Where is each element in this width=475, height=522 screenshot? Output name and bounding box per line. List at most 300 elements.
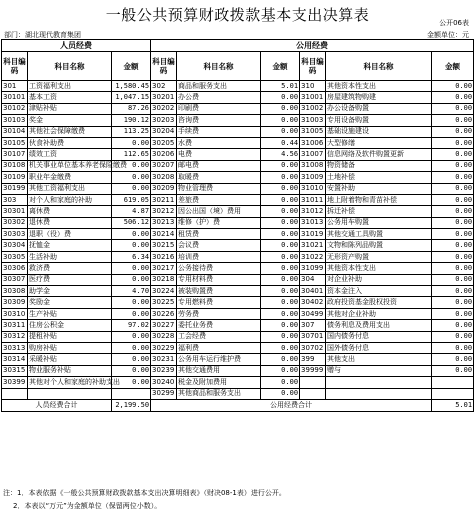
item-amount: 0.00	[432, 194, 474, 205]
item-code: 30299	[151, 388, 177, 399]
item-amount: 97.02	[112, 320, 151, 331]
item-amount: 112.65	[112, 149, 151, 160]
item-amount: 0.00	[112, 354, 151, 365]
item-code: 39999	[300, 365, 326, 376]
item-amount: 619.05	[112, 194, 151, 205]
item-code: 30224	[151, 286, 177, 297]
item-amount: 0.00	[112, 331, 151, 342]
item-amount: 0.00	[261, 240, 300, 251]
item-amount: 0.00	[261, 342, 300, 353]
table-row	[2, 297, 474, 308]
table-row	[2, 81, 474, 92]
item-code: 30103	[2, 115, 28, 126]
item-amount	[432, 377, 474, 388]
item-amount: 0.00	[261, 308, 300, 319]
item-code: 30311	[2, 320, 28, 331]
item-code: 310	[300, 81, 326, 92]
item-code: 31005	[300, 126, 326, 137]
item-name: 安置补助	[326, 183, 432, 194]
item-code: 307	[300, 320, 326, 331]
item-name: 抚恤金	[28, 240, 112, 251]
item-name: 债务利息及费用支出	[326, 320, 432, 331]
table-row	[2, 229, 474, 240]
item-name: 专用燃料费	[177, 297, 261, 308]
item-code: 30225	[151, 297, 177, 308]
table-row	[2, 286, 474, 297]
item-name	[28, 388, 112, 399]
item-name: 专用设备购置	[326, 115, 432, 126]
table-row	[2, 377, 474, 388]
item-name: 救济费	[28, 263, 112, 274]
item-name: 水费	[177, 137, 261, 148]
item-name	[326, 377, 432, 388]
table-row	[2, 308, 474, 319]
item-code: 30312	[2, 331, 28, 342]
item-amount: 0.00	[112, 160, 151, 171]
item-code: 31007	[300, 149, 326, 160]
item-amount: 0.00	[112, 377, 151, 388]
item-code: 30202	[151, 103, 177, 114]
item-name: 其他交通工具购置	[326, 229, 432, 240]
item-code: 30216	[151, 251, 177, 262]
personnel-total-label: 人员经费合计	[2, 399, 112, 411]
item-amount: 0.00	[261, 251, 300, 262]
item-amount: 0.00	[112, 229, 151, 240]
item-code: 302	[151, 81, 177, 92]
col-code-header: 科目编码	[2, 52, 28, 81]
item-name: 印刷费	[177, 103, 261, 114]
table-row	[2, 251, 474, 262]
item-code: 30226	[151, 308, 177, 319]
item-code: 301	[2, 81, 28, 92]
item-amount: 0.00	[432, 115, 474, 126]
item-name: 物资储备	[326, 160, 432, 171]
item-amount: 0.00	[261, 115, 300, 126]
item-code: 30302	[2, 217, 28, 228]
item-code: 30231	[151, 354, 177, 365]
item-name: 电费	[177, 149, 261, 160]
item-code: 31006	[300, 137, 326, 148]
table-row	[2, 115, 474, 126]
item-code: 31009	[300, 172, 326, 183]
item-code	[2, 388, 28, 399]
item-amount: 0.00	[432, 217, 474, 228]
item-code: 30107	[2, 149, 28, 160]
item-code: 31012	[300, 206, 326, 217]
item-amount: 0.00	[432, 206, 474, 217]
table-row	[2, 217, 474, 228]
item-amount: 0.00	[261, 217, 300, 228]
item-name: 离休费	[28, 206, 112, 217]
item-name: 大型修缮	[326, 137, 432, 148]
item-amount: 0.00	[261, 92, 300, 103]
item-name: 津贴补贴	[28, 103, 112, 114]
item-code: 30402	[300, 297, 326, 308]
item-name: 工资福利支出	[28, 81, 112, 92]
item-amount: 0.00	[432, 103, 474, 114]
item-code: 30306	[2, 263, 28, 274]
item-name: 基础设施建设	[326, 126, 432, 137]
item-name: 拆迁补偿	[326, 206, 432, 217]
footnotes	[3, 487, 286, 513]
item-name: 税金及附加费用	[177, 377, 261, 388]
page-title: 一般公共预算财政拨款基本支出决算表	[105, 6, 370, 24]
item-amount: 0.00	[432, 183, 474, 194]
item-code: 30308	[2, 286, 28, 297]
item-amount: 0.00	[261, 274, 300, 285]
item-code: 30108	[2, 160, 28, 171]
item-amount: 190.12	[112, 115, 151, 126]
item-code: 30102	[2, 103, 28, 114]
item-code: 31019	[300, 229, 326, 240]
item-name: 公务用车运行维护费	[177, 354, 261, 365]
item-code: 30309	[2, 297, 28, 308]
item-code: 30101	[2, 92, 28, 103]
item-name: 其他支出	[326, 354, 432, 365]
item-name: 差旅费	[177, 194, 261, 205]
table-row	[2, 172, 474, 183]
item-name: 维修（护）费	[177, 217, 261, 228]
item-name: 地上附着物和青苗补偿	[326, 194, 432, 205]
item-amount: 0.00	[432, 263, 474, 274]
item-code: 31003	[300, 115, 326, 126]
item-amount: 0.00	[432, 320, 474, 331]
item-code	[300, 377, 326, 388]
item-amount: 0.00	[112, 308, 151, 319]
item-amount: 0.00	[261, 229, 300, 240]
item-name: 机关事业单位基本养老保险缴费	[28, 160, 112, 171]
item-code: 31008	[300, 160, 326, 171]
item-name: 培训费	[177, 251, 261, 262]
item-amount: 0.00	[261, 331, 300, 342]
item-name: 委托业务费	[177, 320, 261, 331]
expenditure-table	[1, 39, 474, 412]
item-name: 其他工资福利支出	[28, 183, 112, 194]
item-code: 31021	[300, 240, 326, 251]
item-code: 30399	[2, 377, 28, 388]
col-code-header: 科目编码	[151, 52, 177, 81]
public-group-header: 公用经费	[151, 40, 474, 52]
item-name: 因公出国（境）费用	[177, 206, 261, 217]
item-amount: 4.70	[112, 286, 151, 297]
table-row	[2, 365, 474, 376]
item-name: 其他资本性支出	[326, 81, 432, 92]
item-name: 房屋建筑物购建	[326, 92, 432, 103]
item-code: 30307	[2, 274, 28, 285]
item-code: 30301	[2, 206, 28, 217]
item-amount: 1,580.45	[112, 81, 151, 92]
item-name: 资本金注入	[326, 286, 432, 297]
department-label: 部门：湖北现代教育集团	[4, 31, 81, 39]
table-row	[2, 194, 474, 205]
item-name: 信息网络及软件购置更新	[326, 149, 432, 160]
item-amount: 0.00	[261, 365, 300, 376]
col-code-header: 科目编码	[300, 52, 326, 81]
footnote: 2．本表以“万元”为金额单位（保留两位小数）。	[13, 502, 162, 510]
item-amount: 0.00	[112, 172, 151, 183]
item-name: 会议费	[177, 240, 261, 251]
item-amount: 0.00	[261, 126, 300, 137]
item-code: 30313	[2, 342, 28, 353]
item-amount: 0.00	[432, 286, 474, 297]
item-code: 30211	[151, 194, 177, 205]
item-amount	[112, 388, 151, 399]
item-code: 31010	[300, 183, 326, 194]
table-row	[2, 354, 474, 365]
item-code: 30310	[2, 308, 28, 319]
item-amount: 0.00	[432, 172, 474, 183]
item-amount: 0.00	[261, 194, 300, 205]
table-row	[2, 240, 474, 251]
item-amount: 87.26	[112, 103, 151, 114]
table-code: 公开06表	[439, 19, 469, 27]
item-name: 对个人和家庭的补助	[28, 194, 112, 205]
item-amount	[432, 388, 474, 399]
item-code: 31002	[300, 103, 326, 114]
item-name: 基本工资	[28, 92, 112, 103]
item-code: 30207	[151, 160, 177, 171]
item-name: 物业管理费	[177, 183, 261, 194]
item-amount: 4.87	[112, 206, 151, 217]
item-amount: 0.00	[261, 286, 300, 297]
item-code: 30104	[2, 126, 28, 137]
item-amount: 0.00	[432, 297, 474, 308]
item-amount: 0.00	[112, 240, 151, 251]
item-amount: 5.01	[261, 81, 300, 92]
item-name: 取暖费	[177, 172, 261, 183]
item-code: 30208	[151, 172, 177, 183]
item-name: 生产补贴	[28, 308, 112, 319]
item-code: 30218	[151, 274, 177, 285]
item-amount: 0.00	[432, 137, 474, 148]
item-amount: 0.00	[432, 126, 474, 137]
item-code: 31022	[300, 251, 326, 262]
item-amount: 0.00	[261, 103, 300, 114]
item-code: 31013	[300, 217, 326, 228]
table-row	[2, 103, 474, 114]
item-name: 手续费	[177, 126, 261, 137]
public-total-label: 公用经费合计	[151, 399, 432, 411]
item-name: 劳务费	[177, 308, 261, 319]
item-amount: 0.00	[112, 263, 151, 274]
item-code: 30206	[151, 149, 177, 160]
item-name: 赠与	[326, 365, 432, 376]
table-row	[2, 183, 474, 194]
item-name: 专用材料费	[177, 274, 261, 285]
item-amount: 0.00	[261, 377, 300, 388]
table-row	[2, 263, 474, 274]
item-amount: 0.00	[112, 297, 151, 308]
item-amount: 0.00	[432, 229, 474, 240]
item-name: 咨询费	[177, 115, 261, 126]
item-amount: 0.00	[261, 388, 300, 399]
item-name: 租赁费	[177, 229, 261, 240]
item-code: 31001	[300, 92, 326, 103]
item-name: 工会经费	[177, 331, 261, 342]
item-code: 30215	[151, 240, 177, 251]
item-name: 购房补贴	[28, 342, 112, 353]
item-name: 其他对个人和家庭的补助支出	[28, 377, 112, 388]
item-code: 30240	[151, 377, 177, 388]
table-row	[2, 137, 474, 148]
item-amount: 6.34	[112, 251, 151, 262]
table-row	[2, 331, 474, 342]
item-name: 福利费	[177, 342, 261, 353]
item-name: 国外债务付息	[326, 342, 432, 353]
item-name: 政府投资基金股权投资	[326, 297, 432, 308]
item-name: 国内债务付息	[326, 331, 432, 342]
table-row	[2, 320, 474, 331]
item-amount: 0.00	[112, 274, 151, 285]
table-row	[2, 206, 474, 217]
item-name: 其他商品和服务支出	[177, 388, 261, 399]
item-code: 30201	[151, 92, 177, 103]
item-amount: 0.00	[112, 365, 151, 376]
item-amount: 4.56	[261, 149, 300, 160]
table-row	[2, 388, 474, 399]
item-name: 职业年金缴费	[28, 172, 112, 183]
item-amount: 0.00	[261, 320, 300, 331]
personnel-total-amount: 2,199.50	[112, 399, 151, 411]
item-amount: 0.00	[432, 354, 474, 365]
item-code: 31011	[300, 194, 326, 205]
item-code: 30229	[151, 342, 177, 353]
item-name: 奖励金	[28, 297, 112, 308]
item-amount: 0.00	[432, 251, 474, 262]
item-code: 30303	[2, 229, 28, 240]
item-name: 住房公积金	[28, 320, 112, 331]
item-code: 30239	[151, 365, 177, 376]
item-amount: 0.00	[112, 342, 151, 353]
item-amount: 0.00	[432, 92, 474, 103]
item-code: 30209	[151, 183, 177, 194]
item-amount: 0.00	[112, 183, 151, 194]
item-name: 提租补贴	[28, 331, 112, 342]
item-amount: 0.00	[432, 160, 474, 171]
item-amount: 1,047.15	[112, 92, 151, 103]
public-total-amount: 5.01	[432, 399, 474, 411]
item-name: 土地补偿	[326, 172, 432, 183]
item-amount: 0.00	[432, 342, 474, 353]
item-amount: 0.44	[261, 137, 300, 148]
item-code: 31099	[300, 263, 326, 274]
item-code: 30203	[151, 115, 177, 126]
col-amount-header: 金额	[112, 52, 151, 81]
item-code: 30205	[151, 137, 177, 148]
item-amount: 0.00	[261, 297, 300, 308]
item-name: 公务接待费	[177, 263, 261, 274]
item-name: 公务用车购置	[326, 217, 432, 228]
table-row	[2, 160, 474, 171]
item-code: 30105	[2, 137, 28, 148]
item-code: 30227	[151, 320, 177, 331]
item-code: 30304	[2, 240, 28, 251]
item-name: 其他资本性支出	[326, 263, 432, 274]
item-name: 办公设备购置	[326, 103, 432, 114]
col-name-header: 科目名称	[28, 52, 112, 81]
col-amount-header: 金额	[261, 52, 300, 81]
item-code: 399	[300, 354, 326, 365]
item-name: 其他社会保障缴费	[28, 126, 112, 137]
item-name: 被装购置费	[177, 286, 261, 297]
item-code: 303	[2, 194, 28, 205]
item-code: 30702	[300, 342, 326, 353]
item-name: 其他对企业补助	[326, 308, 432, 319]
col-name-header: 科目名称	[326, 52, 432, 81]
item-name: 其他交通费用	[177, 365, 261, 376]
table-row	[2, 126, 474, 137]
item-name: 医疗费	[28, 274, 112, 285]
item-name: 退休费	[28, 217, 112, 228]
table-row	[2, 149, 474, 160]
item-amount: 0.00	[432, 149, 474, 160]
item-name: 退职（役）费	[28, 229, 112, 240]
item-name: 助学金	[28, 286, 112, 297]
item-name: 生活补助	[28, 251, 112, 262]
item-amount: 0.00	[261, 183, 300, 194]
item-amount: 0.00	[261, 160, 300, 171]
item-code: 30217	[151, 263, 177, 274]
item-name: 采暖补贴	[28, 354, 112, 365]
item-name: 邮电费	[177, 160, 261, 171]
item-code: 30199	[2, 183, 28, 194]
item-name: 文物和陈列品购置	[326, 240, 432, 251]
item-amount: 0.00	[432, 240, 474, 251]
unit-label: 金额单位：元	[427, 31, 469, 39]
item-code: 30401	[300, 286, 326, 297]
item-code: 304	[300, 274, 326, 285]
item-name: 奖金	[28, 115, 112, 126]
col-name-header: 科目名称	[177, 52, 261, 81]
item-name: 对企业补助	[326, 274, 432, 285]
item-code: 30701	[300, 331, 326, 342]
item-code	[300, 388, 326, 399]
footnote: 注：1．本表依据《一般公共预算财政拨款基本支出决算明细表》（财决08-1表）进行公开。	[3, 489, 286, 497]
item-code: 30204	[151, 126, 177, 137]
item-amount: 0.00	[261, 263, 300, 274]
item-code: 30213	[151, 217, 177, 228]
item-code: 30214	[151, 229, 177, 240]
item-name: 物业服务补贴	[28, 365, 112, 376]
totals-row	[2, 399, 474, 411]
item-name: 无形资产购置	[326, 251, 432, 262]
item-code: 30305	[2, 251, 28, 262]
item-name	[326, 388, 432, 399]
item-name: 商品和服务支出	[177, 81, 261, 92]
item-amount: 113.25	[112, 126, 151, 137]
item-code: 30314	[2, 354, 28, 365]
item-name: 伙食补助费	[28, 137, 112, 148]
table-row	[2, 92, 474, 103]
personnel-group-header: 人员经费	[2, 40, 151, 52]
item-amount: 0.00	[432, 365, 474, 376]
item-name: 办公费	[177, 92, 261, 103]
item-code: 30212	[151, 206, 177, 217]
item-amount: 0.00	[432, 331, 474, 342]
item-amount: 0.00	[432, 81, 474, 92]
col-amount-header: 金额	[432, 52, 474, 81]
item-code: 30315	[2, 365, 28, 376]
table-row	[2, 274, 474, 285]
item-code: 30228	[151, 331, 177, 342]
item-amount: 506.12	[112, 217, 151, 228]
item-code: 30499	[300, 308, 326, 319]
item-amount: 0.00	[261, 172, 300, 183]
item-amount: 0.00	[261, 206, 300, 217]
item-code: 30109	[2, 172, 28, 183]
item-amount: 0.00	[432, 308, 474, 319]
item-amount: 0.00	[112, 137, 151, 148]
